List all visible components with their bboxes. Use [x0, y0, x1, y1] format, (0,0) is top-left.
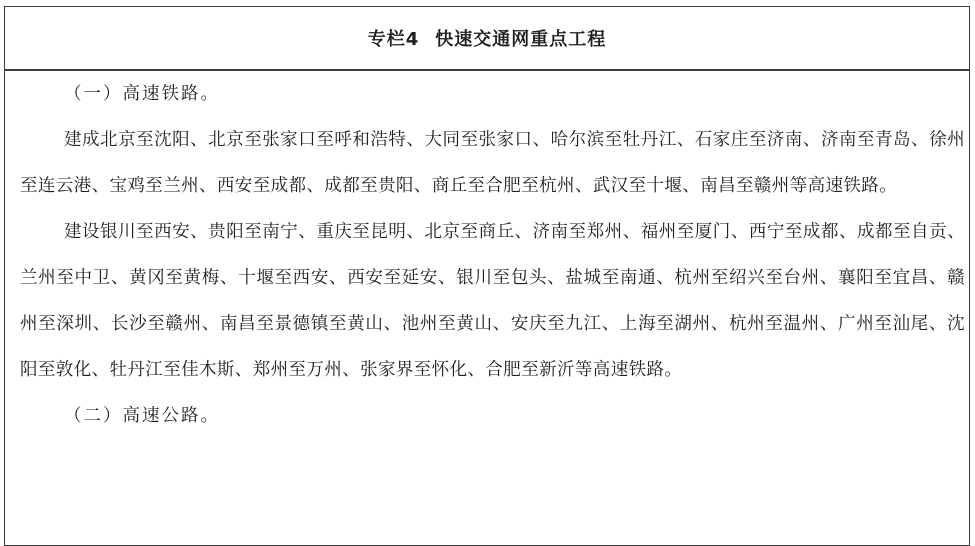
box-content	[5, 71, 969, 439]
paragraph-planned-railways: 建设银川至西安、贵阳至南宁、重庆至昆明、北京至商丘、济南至郑州、福州至厦门、西宁至成都、成都至自贡、兰州至中卫、黄冈至黄梅、十堰至西安、西安至延安、银川至包头、盐城至南通、杭州至绍兴至台州、襄阳至宜昌、赣州至深圳、长沙至赣州、南昌至景德镇至黄山、池州至黄山、安庆至九江、上海至湖州、杭州至温州、广州至汕尾、沈阳至敦化、牡丹江至佳木斯、郑州至万州、张家界至怀化、合肥至新沂等高速铁路。	[20, 222, 965, 380]
feature-box	[4, 6, 970, 546]
box-title-prefix: 专栏4	[367, 29, 420, 50]
section-heading-highway: （二）高速公路。	[64, 406, 220, 426]
paragraph-completed-railways: 建成北京至沈阳、北京至张家口至呼和浩特、大同至张家口、哈尔滨至牡丹江、石家庄至济南、济南至青岛、徐州至连云港、宝鸡至兰州、西安至成都、成都至贵阳、商丘至合肥至杭州、武汉至十堰、南昌至赣州等高速铁路。	[20, 130, 965, 196]
box-header	[5, 7, 969, 71]
section-heading-railway: （一）高速铁路。	[64, 84, 220, 104]
box-title: 快速交通网重点工程	[435, 29, 607, 50]
